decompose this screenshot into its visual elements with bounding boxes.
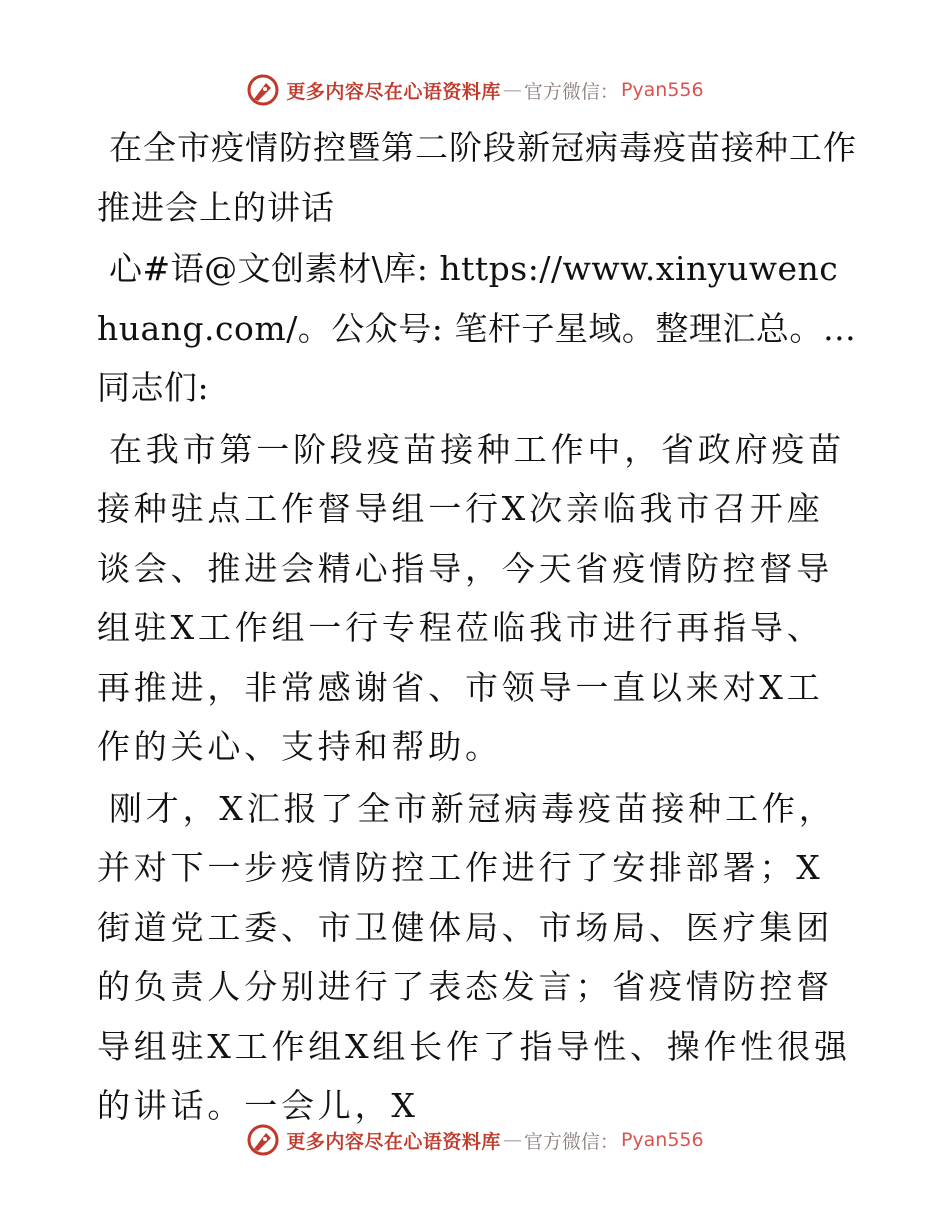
paragraph: 在我市第一阶段疫苗接种工作中，省政府疫苗接种驻点工作督导组一行X次亲临我市召开座谈会、推进会精心指导，今天省疫情防控督导组驻X工作组一行专程莅临我市进行再指导、再推进，非常感谢省、市领导一直以来对X工作的关心、支持和帮助。 [97, 429, 845, 766]
pen-nib-logo-icon [246, 1123, 280, 1157]
watermark-account: Pyan556 [620, 79, 704, 101]
watermark-footer [0, 1120, 950, 1160]
watermark-separator: — [502, 79, 520, 101]
watermark-brand: 更多内容尽在心语资料库 [286, 1130, 501, 1153]
paragraph: 刚才，X汇报了全市新冠病毒疫苗接种工作，并对下一步疫情防控工作进行了安排部署；X街道党工委、市卫健体局、市场局、医疗集团的负责人分别进行了表态发言；省疫情防控督导组驻X工作组X组长作了指导性、操作性很强的讲话。一会儿，X [97, 788, 851, 1125]
document-intro: 心#语@文创素材\库: https://www.xinyuwenchuang.com/。公众号: 笔杆子星域。整理汇总。…同志们: [97, 249, 857, 407]
watermark-official-label: 官方微信： [523, 1130, 619, 1153]
watermark-official-label: 官方微信： [523, 80, 619, 103]
document-title: 在全市疫情防控暨第二阶段新冠病毒疫苗接种工作推进会上的讲话 [97, 128, 857, 227]
watermark-brand: 更多内容尽在心语资料库 [286, 80, 501, 103]
pen-nib-logo-icon [246, 73, 280, 107]
document-body [97, 118, 857, 1138]
watermark-account: Pyan556 [620, 1129, 704, 1151]
watermark-separator: — [502, 1129, 520, 1151]
watermark-header [0, 70, 950, 110]
